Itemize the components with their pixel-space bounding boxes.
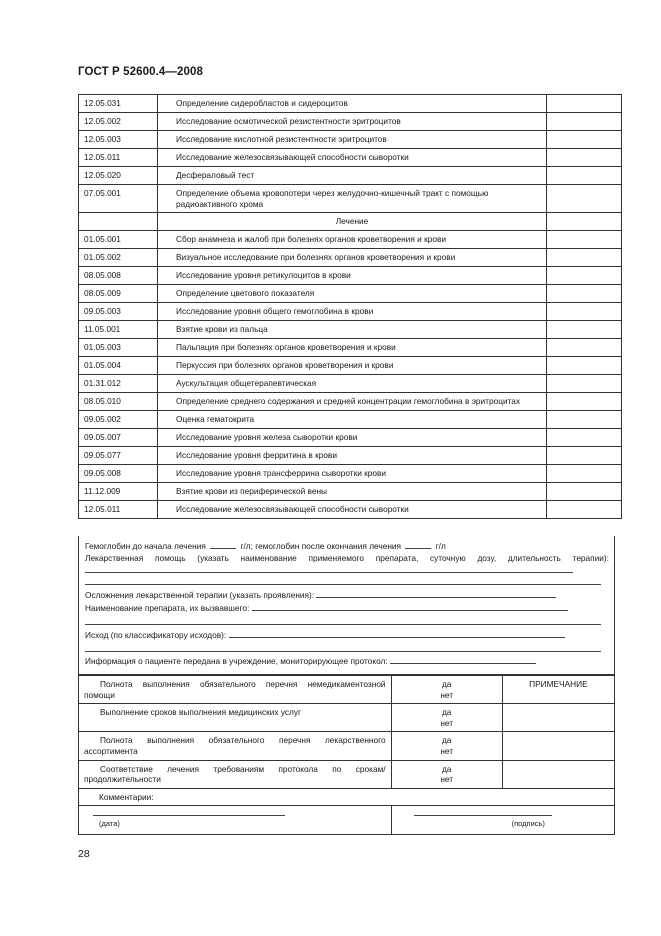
note-cell[interactable] [502, 704, 614, 732]
table-row [79, 375, 622, 393]
note-cell[interactable] [502, 732, 614, 760]
section-title: Лечение [158, 213, 547, 231]
procedure-name: Сбор анамнеза и жалоб при болезнях органов кроветворения и крови [158, 231, 547, 249]
yes-option[interactable]: да [441, 735, 452, 746]
procedure-code: 01.05.001 [79, 231, 158, 249]
drug-help-line: Лекарственная помощь (указать наименование применяемого препарата, суточную дозу, длительность терапии): [85, 553, 609, 575]
table-row [79, 131, 622, 149]
table-row [79, 185, 622, 213]
quality-criterion: Полнота выполнения обязательного перечня немедикаментозной помощи [79, 676, 392, 704]
procedure-mark-cell[interactable] [547, 483, 622, 501]
procedure-name: Исследование уровня трансферрина сыворотки крови [158, 465, 547, 483]
procedure-name: Исследование уровня ретикулоцитов в крови [158, 267, 547, 285]
date-label: (дата) [99, 819, 120, 829]
treatment-info-block [78, 536, 615, 675]
no-option[interactable]: нет [440, 717, 454, 728]
hemoglobin-line: Гемоглобин до начала лечения г/л; гемоглобин после окончания лечения г/л [85, 541, 446, 551]
section-empty-cell [79, 213, 158, 231]
procedure-mark-cell[interactable] [547, 303, 622, 321]
procedure-name: Исследование осмотической резистентности эритроцитов [158, 113, 547, 131]
procedure-mark-cell[interactable] [547, 411, 622, 429]
procedure-mark-cell[interactable] [547, 375, 622, 393]
procedure-mark-cell[interactable] [547, 447, 622, 465]
procedure-mark-cell[interactable] [547, 231, 622, 249]
hb-before-field[interactable] [210, 540, 236, 549]
table-row [79, 95, 622, 113]
procedure-name: Аускультация общетерапевтическая [158, 375, 547, 393]
procedure-code: 09.05.077 [79, 447, 158, 465]
no-option[interactable]: нет [440, 745, 454, 756]
section-empty-cell [547, 213, 622, 231]
yes-no-choice[interactable] [391, 732, 502, 760]
procedure-code: 01.05.002 [79, 249, 158, 267]
procedure-code: 09.05.002 [79, 411, 158, 429]
note-cell[interactable] [502, 760, 614, 788]
procedure-code: 01.31.012 [79, 375, 158, 393]
page-number: 28 [78, 848, 90, 860]
procedure-code: 09.05.007 [79, 429, 158, 447]
procedure-mark-cell[interactable] [547, 393, 622, 411]
procedure-code: 08.05.008 [79, 267, 158, 285]
yes-option[interactable]: да [441, 679, 452, 689]
signature-cell[interactable] [391, 806, 614, 835]
procedure-name: Исследование кислотной резистентности эритроцитов [158, 131, 547, 149]
procedure-name: Исследование уровня общего гемоглобина в крови [158, 303, 547, 321]
procedure-mark-cell[interactable] [547, 357, 622, 375]
comments-row [79, 788, 615, 806]
table-row [79, 483, 622, 501]
procedure-mark-cell[interactable] [547, 321, 622, 339]
document-header: ГОСТ Р 52600.4—2008 [78, 66, 203, 78]
procedure-mark-cell[interactable] [547, 429, 622, 447]
procedure-name: Исследование уровня ферритина в крови [158, 447, 547, 465]
date-line[interactable] [93, 815, 285, 816]
table-row [79, 267, 622, 285]
quality-criterion: Полнота выполнения обязательного перечня лекарственного ассортимента [79, 732, 392, 760]
procedure-mark-cell[interactable] [547, 267, 622, 285]
table-row [79, 393, 622, 411]
quality-row [79, 760, 615, 788]
yes-no-choice[interactable] [391, 676, 502, 704]
procedure-mark-cell[interactable] [547, 501, 622, 519]
procedure-code: 12.05.002 [79, 113, 158, 131]
procedure-mark-cell[interactable] [547, 113, 622, 131]
procedure-mark-cell[interactable] [547, 95, 622, 113]
procedure-name: Исследование железосвязывающей способности сыворотки [158, 501, 547, 519]
procedure-code: 12.05.011 [79, 149, 158, 167]
procedure-code: 11.05.001 [79, 321, 158, 339]
note-header: ПРИМЕЧАНИЕ [502, 676, 614, 704]
date-cell[interactable] [79, 806, 392, 835]
drug-name-extra-rule [85, 615, 601, 625]
hb-after-field[interactable] [405, 540, 431, 549]
outcome-extra-rule [85, 642, 601, 652]
procedure-code: 12.05.011 [79, 501, 158, 519]
procedure-name: Взятие крови из пальца [158, 321, 547, 339]
quality-criterion: Выполнение сроков выполнения медицинских услуг [79, 704, 392, 732]
table-row [79, 429, 622, 447]
procedure-name: Десфераловый тест [158, 167, 547, 185]
procedure-code: 11.12.009 [79, 483, 158, 501]
procedure-mark-cell[interactable] [547, 249, 622, 267]
procedure-mark-cell[interactable] [547, 167, 622, 185]
complications-field[interactable] [316, 589, 556, 598]
signature-line[interactable] [414, 815, 552, 816]
table-row [79, 339, 622, 357]
procedure-mark-cell[interactable] [547, 185, 622, 213]
quality-row [79, 704, 615, 732]
complications-line: Осложнения лекарственной терапии (указать проявления): [85, 589, 609, 602]
procedure-mark-cell[interactable] [547, 131, 622, 149]
procedure-name: Визуальное исследование при болезнях органов кроветворения и крови [158, 249, 547, 267]
procedure-code: 08.05.009 [79, 285, 158, 303]
procedure-name: Определение сидеробластов и сидероцитов [158, 95, 547, 113]
table-row [79, 231, 622, 249]
yes-no-choice[interactable] [391, 704, 502, 732]
procedures-table [78, 94, 622, 519]
table-row [79, 411, 622, 429]
no-option[interactable]: нет [440, 774, 454, 785]
procedure-mark-cell[interactable] [547, 339, 622, 357]
table-row [79, 149, 622, 167]
procedure-name: Взятие крови из периферической вены [158, 483, 547, 501]
signature-label: (подпись) [511, 819, 545, 829]
procedure-name: Исследование уровня железа сыворотки крови [158, 429, 547, 447]
table-row [79, 167, 622, 185]
quality-table [78, 675, 615, 835]
yes-option[interactable]: да [441, 707, 452, 718]
outcome-line: Исход (по классификатору исходов): [85, 629, 609, 642]
quality-row [79, 732, 615, 760]
procedure-code: 07.05.001 [79, 185, 158, 213]
table-row [79, 113, 622, 131]
procedure-code: 12.05.003 [79, 131, 158, 149]
procedure-code: 08.05.010 [79, 393, 158, 411]
procedure-name: Оценка гематокрита [158, 411, 547, 429]
procedure-code: 01.05.003 [79, 339, 158, 357]
quality-row [79, 676, 615, 704]
table-row [79, 249, 622, 267]
table-row [79, 465, 622, 483]
quality-criterion: Соответствие лечения требованиям протокола по срокам/продолжительности [79, 760, 392, 788]
drug-name-line: Наименование препарата, их вызвавшего: [85, 602, 609, 615]
procedure-name: Определение объема кровопотери через желудочно-кишечный тракт с помощью радиоактивного хрома [158, 185, 547, 213]
procedure-code: 12.05.031 [79, 95, 158, 113]
yes-option[interactable]: да [441, 763, 452, 774]
drug-name-field[interactable] [252, 602, 568, 611]
table-row [79, 303, 622, 321]
procedure-code: 09.05.008 [79, 465, 158, 483]
outcome-field[interactable] [229, 629, 565, 638]
drug-help-field[interactable] [85, 564, 573, 573]
comments-label[interactable]: Комментарии: [79, 788, 615, 806]
table-row [79, 357, 622, 375]
procedure-name: Определение среднего содержания и средней концентрации гемоглобина в эритроцитах [158, 393, 547, 411]
procedure-code: 09.05.003 [79, 303, 158, 321]
procedure-name: Определение цветового показателя [158, 285, 547, 303]
yes-no-choice[interactable] [391, 760, 502, 788]
procedure-mark-cell[interactable] [547, 285, 622, 303]
procedure-code: 12.05.020 [79, 167, 158, 185]
signature-row [79, 806, 615, 835]
no-option[interactable]: нет [440, 689, 454, 700]
transfer-field[interactable] [390, 655, 536, 664]
table-row [79, 501, 622, 519]
procedure-mark-cell[interactable] [547, 465, 622, 483]
section-row-treatment [79, 213, 622, 231]
procedure-name: Исследование железосвязывающей способности сыворотки [158, 149, 547, 167]
table-row [79, 285, 622, 303]
table-row [79, 321, 622, 339]
procedure-mark-cell[interactable] [547, 149, 622, 167]
procedure-code: 01.05.004 [79, 357, 158, 375]
drug-help-extra-rule [85, 575, 601, 585]
procedure-name: Перкуссия при болезнях органов кроветворения и крови [158, 357, 547, 375]
table-row [79, 447, 622, 465]
procedure-name: Пальпация при болезнях органов кроветворения и крови [158, 339, 547, 357]
transfer-line: Информация о пациенте передана в учреждение, мониторирующее протокол: [85, 655, 609, 668]
